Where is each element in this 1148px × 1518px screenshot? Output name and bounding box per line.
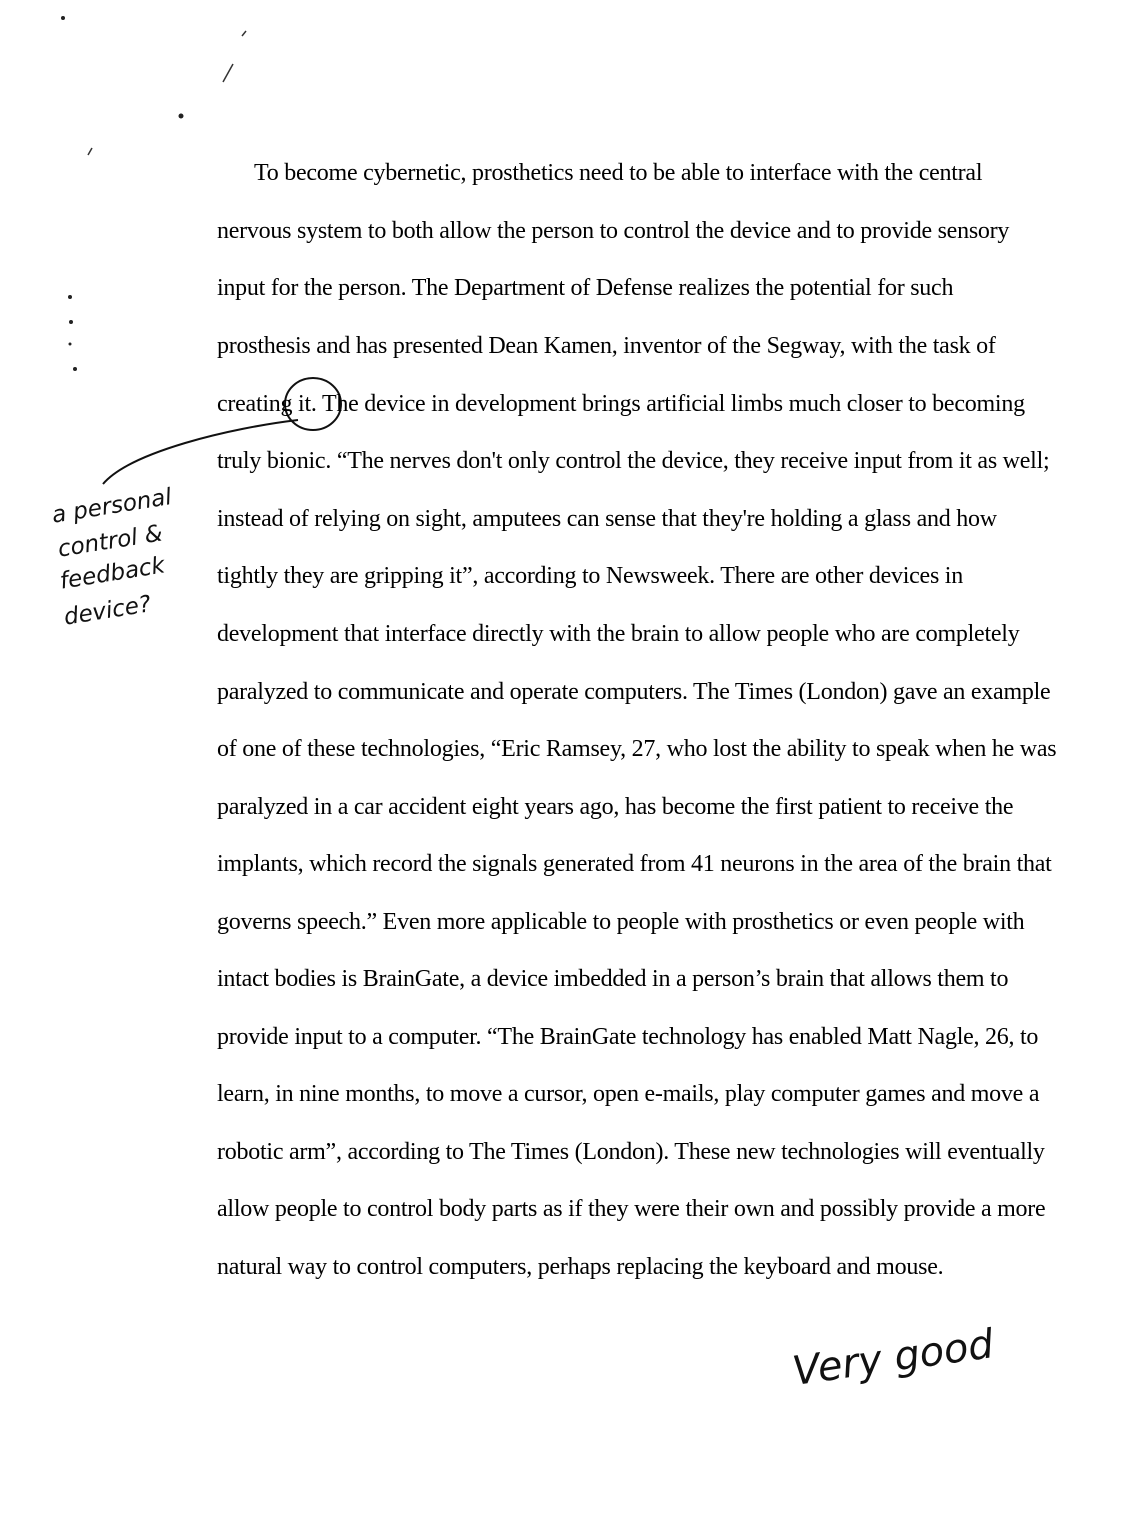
text-line: allow people to control body parts as if they were their own and possibly provide a more (217, 1196, 1046, 1222)
scan-strokes (88, 31, 246, 155)
text-line: learn, in nine months, to move a cursor, open e-mails, play computer games and move a (217, 1081, 1040, 1107)
text-line: paralyzed in a car accident eight years ago, has become the first patient to receive the (217, 794, 1014, 820)
margin-note-line: a personal (50, 484, 174, 529)
scan-specks (61, 16, 184, 371)
text-line: robotic arm”, according to The Times (London). These new technologies will eventually (217, 1139, 1045, 1165)
text-line: intact bodies is BrainGate, a device imbedded in a person’s brain that allows them to (217, 966, 1009, 992)
text-line: input for the person. The Department of Defense realizes the potential for such (217, 275, 954, 301)
text-line: prosthesis and has presented Dean Kamen, inventor of the Segway, with the task of (217, 333, 996, 359)
text-line: natural way to control computers, perhaps replacing the keyboard and mouse. (217, 1254, 944, 1280)
text-line: To become cybernetic, prosthetics need to be able to interface with the central (254, 160, 983, 186)
text-line: governs speech.” Even more applicable to people with prosthetics or even people with (217, 909, 1025, 935)
margin-note-line: feedback (58, 552, 167, 595)
text-line: creating it. The device in development brings artificial limbs much closer to becoming (217, 391, 1025, 417)
text-line: instead of relying on sight, amputees can sense that they're holding a glass and how (217, 506, 997, 532)
text-line: provide input to a computer. “The BrainGate technology has enabled Matt Nagle, 26, to (217, 1024, 1039, 1050)
text-line: truly bionic. “The nerves don't only control the device, they receive input from it as well; (217, 448, 1050, 474)
text-line: paralyzed to communicate and operate computers. The Times (London) gave an example (217, 679, 1051, 705)
signoff-note: Very good (789, 1321, 997, 1395)
text-line: tightly they are gripping it”, according to Newsweek. There are other devices in (217, 563, 963, 589)
text-line: implants, which record the signals generated from 41 neurons in the area of the brain that (217, 851, 1052, 877)
margin-note-line: device? (62, 591, 153, 631)
text-line: of one of these technologies, “Eric Ramsey, 27, who lost the ability to speak when he was (217, 736, 1057, 762)
margin-note-line: control & (56, 520, 165, 563)
text-line: nervous system to both allow the person to control the device and to provide sensory (217, 218, 1010, 244)
text-line: development that interface directly with the brain to allow people who are completely (217, 621, 1020, 647)
